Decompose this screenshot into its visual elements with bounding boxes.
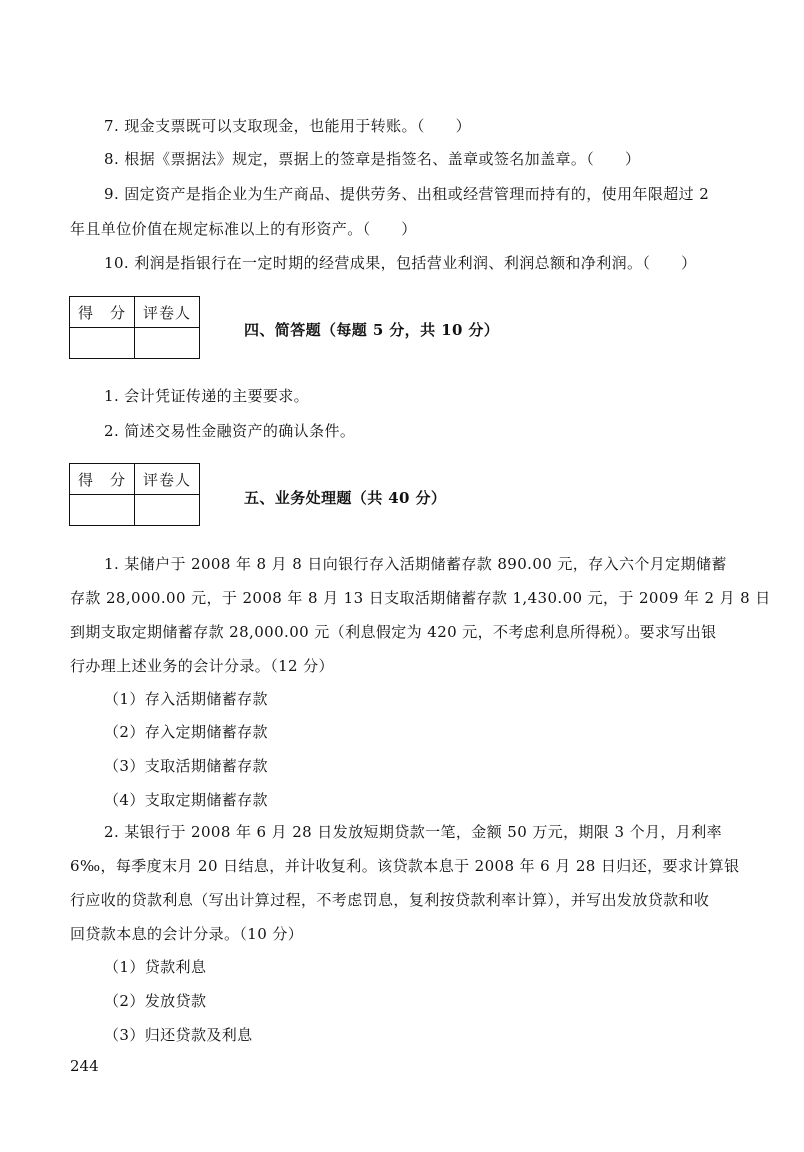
section4-item-1: 1. 会计凭证传递的主要要求。 [104, 387, 310, 405]
q1-subitem-2: （2）存入定期储蓄存款 [104, 723, 268, 741]
grader-header: 评卷人 [135, 464, 200, 495]
q2-subitem-2: （2）发放贷款 [104, 992, 207, 1010]
q1-subitem-4: （4）支取定期储蓄存款 [104, 791, 268, 809]
tf-question-9-line2: 年且单位价值在规定标准以上的有形资产。（ ） [70, 220, 417, 238]
section5-title: 五、业务处理题（共 40 分） [244, 489, 447, 507]
score-cell [70, 495, 135, 526]
score-cell [70, 328, 135, 359]
grader-cell [135, 328, 200, 359]
q2-line-3: 行应收的贷款利息（写出计算过程，不考虑罚息，复利按贷款利率计算），并写出发放贷款和收 [70, 891, 710, 909]
score-header: 得 分 [70, 464, 135, 495]
q2-subitem-3: （3）归还贷款及利息 [104, 1026, 253, 1044]
q2-line-1: 2. 某银行于 2008 年 6 月 28 日发放短期贷款一笔，金额 50 万元，期限 3 个月，月利率 [104, 823, 722, 841]
section4-item-2: 2. 简述交易性金融资产的确认条件。 [104, 422, 356, 440]
grader-header: 评卷人 [135, 297, 200, 328]
grader-cell [135, 495, 200, 526]
tf-question-7: 7. 现金支票既可以支取现金，也能用于转账。（ ） [104, 117, 471, 135]
page-number: 244 [70, 1057, 99, 1075]
tf-question-10: 10. 利润是指银行在一定时期的经营成果，包括营业利润、利润总额和净利润。（ ） [104, 254, 697, 272]
q1-line-3: 到期支取定期储蓄存款 28,000.00 元（利息假定为 420 元，不考虑利息所得税）。要求写出银 [70, 623, 717, 641]
q1-subitem-3: （3）支取活期储蓄存款 [104, 757, 268, 775]
q2-line-2: 6‰，每季度末月 20 日结息，并计收复利。该贷款本息于 2008 年 6 月 28 日归还，要求计算银 [70, 857, 740, 875]
q2-subitem-1: （1）贷款利息 [104, 958, 207, 976]
tf-question-8: 8. 根据《票据法》规定，票据上的签章是指签名、盖章或签名加盖章。（ ） [104, 150, 641, 168]
score-header: 得 分 [70, 297, 135, 328]
q1-line-4: 行办理上述业务的会计分录。（12 分） [70, 657, 334, 675]
score-table-section4 [69, 296, 200, 359]
tf-question-9-line1: 9. 固定资产是指企业为生产商品、提供劳务、出租或经营管理而持有的，使用年限超过 2 [104, 185, 710, 203]
q1-line-2: 存款 28,000.00 元，于 2008 年 8 月 13 日支取活期储蓄存款 1,430.00 元，于 2009 年 2 月 8 日 [70, 589, 771, 607]
q1-subitem-1: （1）存入活期储蓄存款 [104, 690, 268, 708]
q1-line-1: 1. 某储户于 2008 年 8 月 8 日向银行存入活期储蓄存款 890.00 元，存入六个月定期储蓄 [104, 555, 727, 573]
q2-line-4: 回贷款本息的会计分录。（10 分） [70, 925, 304, 943]
score-table-section5 [69, 463, 200, 526]
section4-title: 四、简答题（每题 5 分，共 10 分） [244, 321, 500, 339]
